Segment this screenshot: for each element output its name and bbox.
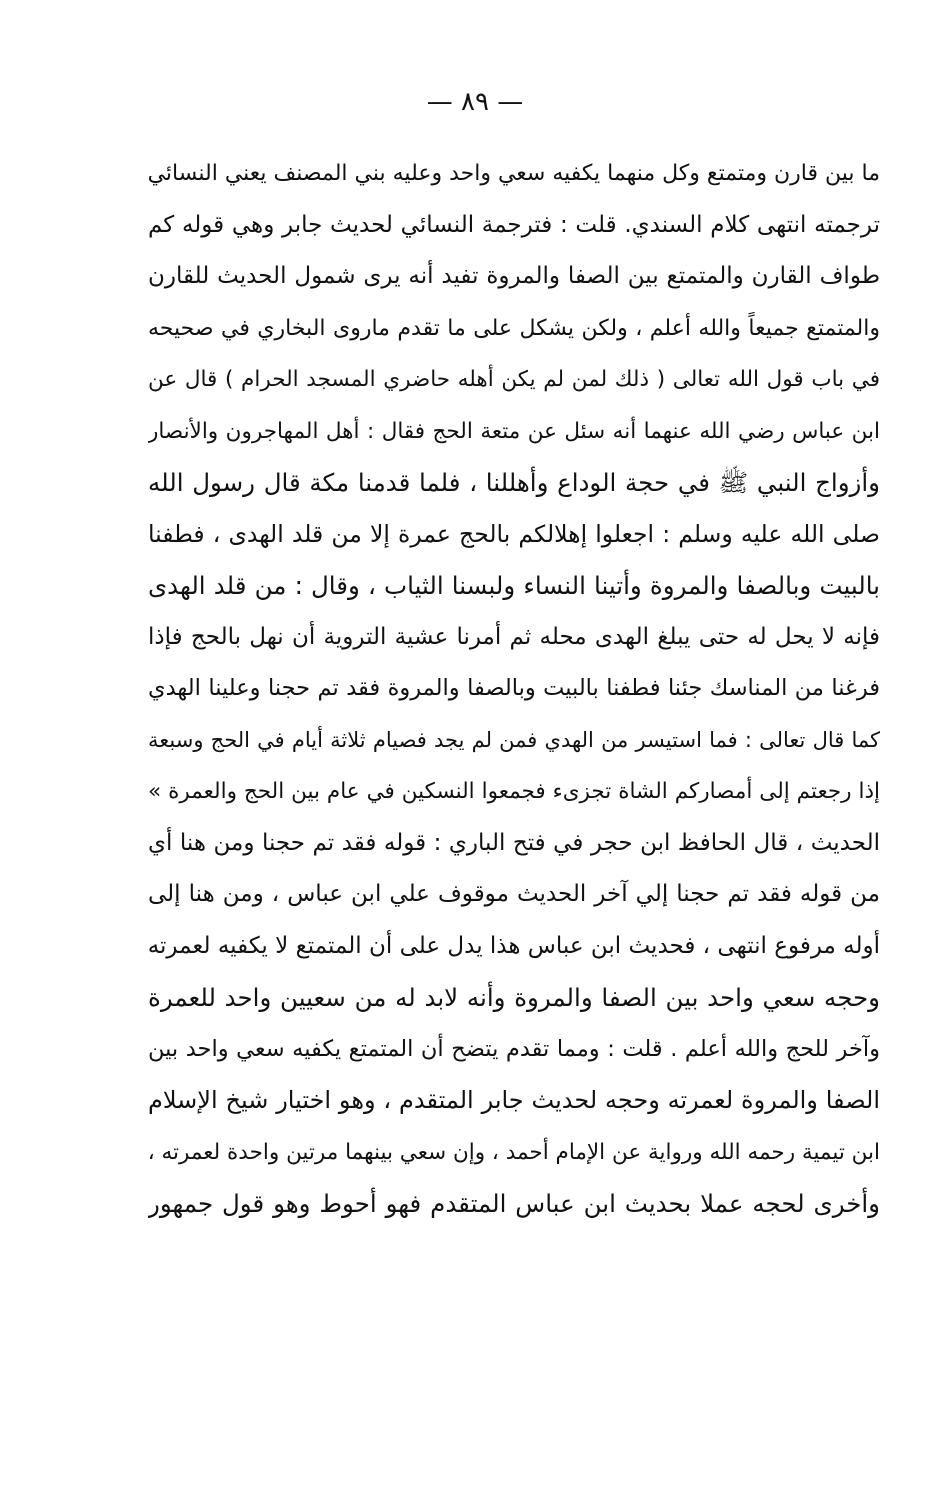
- text-line-13: إذا رجعتم إلى أمصاركم الشاة تجزىء فجمعوا النسكين في عام بين الحج والعمرة »: [148, 779, 880, 804]
- text-line-10: فإنه لا يحل له حتى يبلغ الهدى محله ثم أمرنا عشية التروية أن نهل بالحج فإذا: [148, 623, 880, 650]
- page-number: — ٨٩ —: [426, 87, 524, 117]
- text-line-14: الحديث ، قال الحافظ ابن حجر في فتح الباري : قوله فقد تم حجنا ومن هنا أي: [148, 829, 880, 856]
- text-line-1: ما بين قارن ومتمتع وكل منهما يكفيه سعي واحد وعليه بني المصنف يعني النسائي: [148, 161, 880, 186]
- text-line-21: وأخرى لحجه عملا بحديث ابن عباس المتقدم فهو أحوط وهو قول جمهور: [148, 1189, 880, 1218]
- text-line-9: بالبيت وبالصفا والمروة وأتينا النساء ولبسنا الثياب ، وقال : من قلد الهدى: [148, 571, 880, 600]
- text-line-16: أوله مرفوع انتهى ، فحديث ابن عباس هذا يدل على أن المتمتع لا يكفيه لعمرته: [148, 932, 880, 959]
- text-line-4: والمتمتع جميعاً والله أعلم ، ولكن يشكل على ما تقدم ماروى البخاري في صحيحه: [148, 315, 880, 341]
- text-line-12: كما قال تعالى : فما استيسر من الهدي فمن لم يجد فصيام ثلاثة أيام في الحج وسبعة: [148, 727, 880, 752]
- text-line-8: صلى الله عليه وسلم : اجعلوا إهلالكم بالحج عمرة إلا من قلد الهدى ، فطفنا: [148, 519, 880, 548]
- text-line-18: وآخر للحج والله أعلم . قلت : ومما تقدم يتضح أن المتمتع يكفيه سعي واحد بين: [148, 1035, 880, 1062]
- text-line-15: من قوله فقد تم حجنا إلي آخر الحديث موقوف علي ابن عباس ، ومن هنا إلى: [148, 881, 880, 907]
- text-line-6: ابن عباس رضي الله عنهما أنه سئل عن متعة الحج فقال : أهل المهاجرون والأنصار: [148, 418, 880, 444]
- text-line-19: الصفا والمروة لعمرته وحجه لحديث جابر المتقدم ، وهو اختيار شيخ الإسلام: [148, 1086, 880, 1114]
- text-line-3: طواف القارن والمتمتع بين الصفا والمروة تفيد أنه يرى شمول الحديث للقارن: [148, 263, 880, 289]
- text-line-2: ترجمته انتهى كلام السندي. قلت : فترجمة النسائي لحديث جابر وهي قوله كم: [148, 211, 880, 238]
- text-line-20: ابن تيمية رحمه الله ورواية عن الإمام أحمد ، وإن سعي بينهما مرتين واحدة لعمرته ،: [148, 1139, 880, 1165]
- text-line-17: وحجه سعي واحد بين الصفا والمروة وأنه لابد له من سعيين واحد للعمرة: [148, 983, 880, 1012]
- text-line-7: وأزواج النبي ﷺ في حجة الوداع وأهللنا ، فلما قدمنا مكة قال رسول الله: [148, 468, 880, 497]
- body-text: [148, 148, 880, 1230]
- text-line-5: في باب قول الله تعالى ( ذلك لمن لم يكن أهله حاضري المسجد الحرام ) قال عن: [148, 367, 880, 392]
- text-line-11: فرغنا من المناسك جئنا فطفنا بالبيت وبالصفا والمروة فقد تم حجنا وعلينا الهدي: [148, 675, 880, 701]
